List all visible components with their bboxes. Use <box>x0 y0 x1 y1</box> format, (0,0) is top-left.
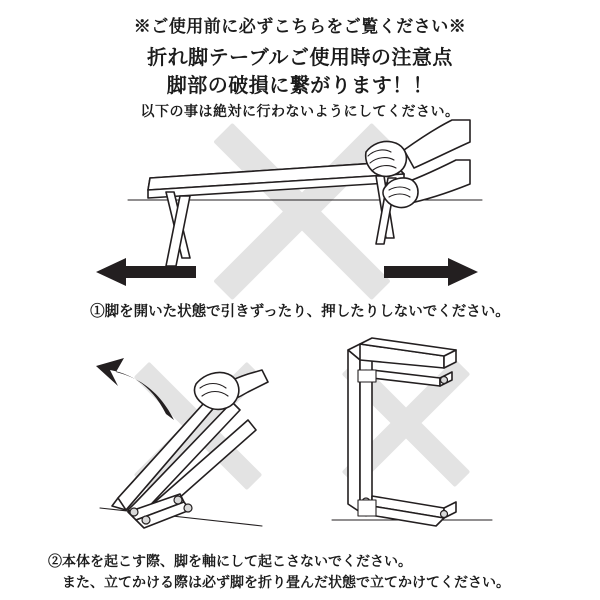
page-intro-text: 以下の事は絶対に行わないようにしてください。 <box>140 103 460 119</box>
arrow-left-icon <box>96 258 196 286</box>
illustration-lifting-table <box>0 330 600 550</box>
scene-leaned-table <box>332 338 492 526</box>
page-title-warning: ※ご使用前に必ずこちらをご覧ください※ <box>133 17 467 36</box>
panel2-caption-line1: ②本体を起こす際、脚を軸にして起こさないでください。 <box>48 553 412 569</box>
curved-arrow-icon <box>96 358 174 420</box>
panel1-caption: ①脚を開いた状態で引きずったり、押したりしないでください。 <box>90 304 510 320</box>
panel2-caption <box>48 551 588 593</box>
table-top <box>148 162 404 198</box>
page-title-main: 折れ脚テーブルご使用時の注意点 <box>147 47 453 69</box>
scene-lift-on-leg <box>96 358 268 528</box>
arrow-right-icon <box>384 258 478 286</box>
page-title-sub: 脚部の破損に繋がります！！ <box>166 75 434 97</box>
panel2-caption-line2: また、立てかける際は必ず脚を折り畳んだ状態で立てかけてください。 <box>62 574 510 590</box>
